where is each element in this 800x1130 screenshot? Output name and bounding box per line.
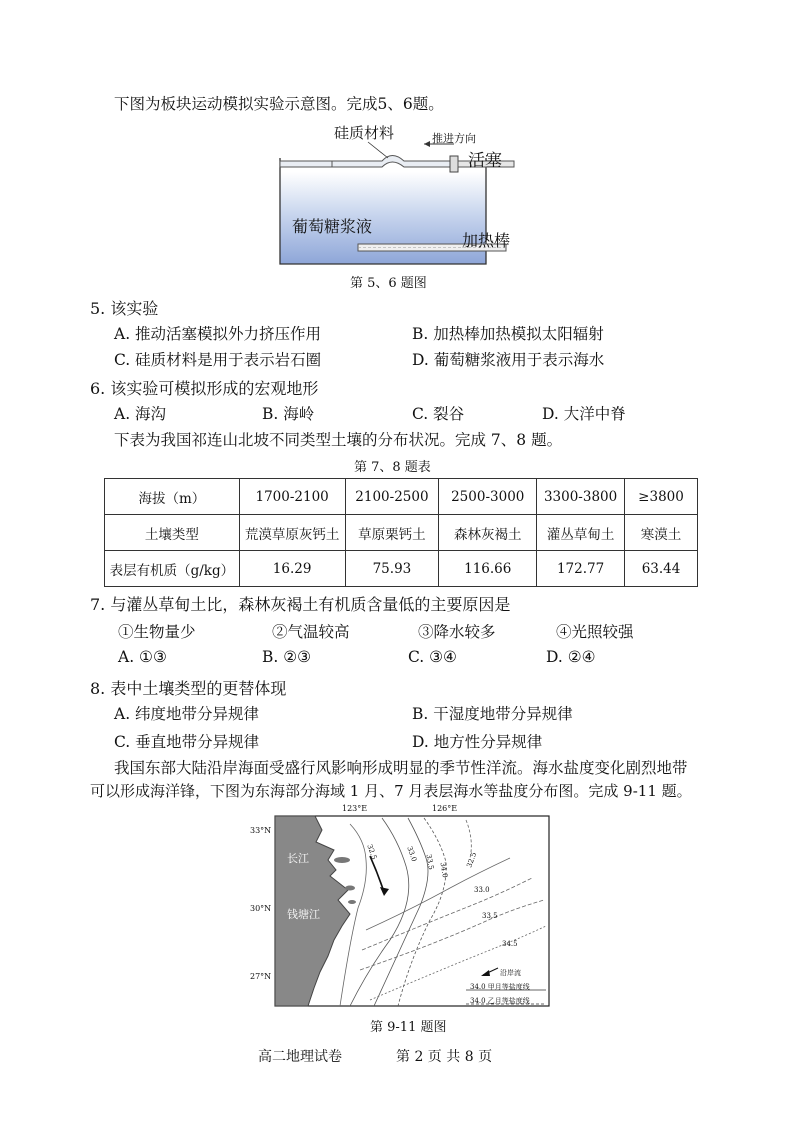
q6-option-d[interactable]: D. 大洋中脊 bbox=[542, 405, 626, 423]
legend-jul-label: 34.0 乙月等盐度线 bbox=[470, 997, 530, 1005]
silicon-fold bbox=[332, 156, 450, 168]
table-row bbox=[105, 515, 698, 551]
intro-7-8: 下表为我国祁连山北坡不同类型土壤的分布状况。完成 7、8 题。 bbox=[114, 431, 563, 449]
isoline-label: 33.5 bbox=[482, 912, 498, 920]
q6-stem: 6. 该实验可模拟形成的宏观地形 bbox=[90, 379, 319, 398]
isoline-label: 33.5 bbox=[424, 853, 436, 871]
label-direction: 推进方向 bbox=[432, 132, 476, 145]
q6-option-a[interactable]: A. 海沟 bbox=[114, 405, 167, 423]
label-silicon: 硅质材料 bbox=[334, 124, 395, 142]
lat-label-33: 33°N bbox=[250, 826, 272, 835]
soil-cell: 荒漠草原灰钙土 bbox=[239, 515, 345, 551]
q8-option-a[interactable]: A. 纬度地带分异规律 bbox=[114, 705, 260, 723]
q6-option-b[interactable]: B. 海岭 bbox=[262, 405, 315, 423]
q7-item-1: ①生物量少 bbox=[118, 623, 196, 641]
organic-cell: 172.77 bbox=[537, 551, 625, 587]
table-caption-7-8: 第 7、8 题表 bbox=[354, 460, 431, 475]
figure-caption-9-11: 第 9-11 题图 bbox=[370, 1020, 447, 1035]
q8-option-b[interactable]: B. 干湿度地带分异规律 bbox=[412, 705, 573, 723]
soil-table bbox=[104, 478, 698, 587]
legend-jan-label: 34.0 甲月等盐度线 bbox=[470, 983, 530, 991]
label-qiantang: 钱塘江 bbox=[287, 908, 320, 921]
isoline-label: 32.5 bbox=[365, 843, 379, 861]
q8-stem: 8. 表中土壤类型的更替体现 bbox=[90, 679, 287, 698]
table-row bbox=[105, 479, 698, 515]
q7-option-b[interactable]: B. ②③ bbox=[262, 648, 312, 666]
q7-option-c[interactable]: C. ③④ bbox=[408, 648, 457, 666]
isoline-label: 32.5 bbox=[465, 851, 479, 869]
intro-9-11-line2: 可以形成海洋锋，下图为东海部分海域 1 月、7 月表层海水等盐度分布图。完成 9-11 题。 bbox=[90, 782, 692, 800]
q5-option-c[interactable]: C. 硅质材料是用于表示岩石圈 bbox=[114, 351, 322, 369]
lon-label-123: 123°E bbox=[342, 804, 368, 813]
q8-option-d[interactable]: D. 地方性分异规律 bbox=[412, 733, 543, 751]
q5-option-b[interactable]: B. 加热棒加热模拟太阳辐射 bbox=[412, 325, 604, 343]
q7-stem: 7. 与灌丛草甸土比，森林灰褐土有机质含量低的主要原因是 bbox=[90, 595, 511, 614]
q8-option-c[interactable]: C. 垂直地带分异规律 bbox=[114, 733, 260, 751]
altitude-cell: 2100-2500 bbox=[345, 479, 439, 515]
lat-label-30: 30°N bbox=[250, 904, 272, 913]
isoline-label: 34.0 bbox=[438, 861, 450, 879]
altitude-cell: 3300-3800 bbox=[537, 479, 625, 515]
q7-option-a[interactable]: A. ①③ bbox=[118, 648, 167, 666]
isoline-label: 33.0 bbox=[474, 886, 490, 894]
altitude-cell: 1700-2100 bbox=[239, 479, 345, 515]
intro-9-11-line1: 我国东部大陆沿岸海面受盛行风影响形成明显的季节性洋流。海水盐度变化剧烈地带 bbox=[114, 759, 688, 777]
q7-item-3: ③降水较多 bbox=[418, 623, 496, 641]
isoline-label: 34.5 bbox=[502, 940, 518, 948]
q5-option-a[interactable]: A. 推动活塞模拟外力挤压作用 bbox=[114, 325, 322, 343]
label-heater: 加热棒 bbox=[462, 231, 511, 250]
soil-cell: 灌丛草甸土 bbox=[537, 515, 625, 551]
label-liquid: 葡萄糖浆液 bbox=[292, 217, 373, 236]
q7-item-2: ②气温较高 bbox=[272, 623, 350, 641]
label-piston: 活塞 bbox=[468, 151, 502, 171]
soil-cell: 草原栗钙土 bbox=[345, 515, 439, 551]
isoline-label: 33.0 bbox=[405, 845, 419, 863]
lon-label-126: 126°E bbox=[432, 804, 458, 813]
intro-5-6: 下图为板块运动模拟实验示意图。完成5、6题。 bbox=[114, 95, 444, 113]
organic-cell: 63.44 bbox=[625, 551, 698, 587]
silicon-left-slab bbox=[280, 161, 332, 167]
altitude-cell: ≥3800 bbox=[625, 479, 698, 515]
organic-cell: 116.66 bbox=[439, 551, 537, 587]
row-header-organic: 表层有机质（g/kg） bbox=[105, 551, 240, 587]
soil-cell: 寒漠土 bbox=[625, 515, 698, 551]
footer-subject: 高二地理试卷 bbox=[258, 1049, 342, 1065]
lat-label-27: 27°N bbox=[250, 972, 272, 981]
organic-cell: 16.29 bbox=[239, 551, 345, 587]
q6-option-c[interactable]: C. 裂谷 bbox=[412, 405, 465, 423]
label-changjiang: 长江 bbox=[287, 852, 309, 865]
q5-option-d[interactable]: D. 葡萄糖浆液用于表示海水 bbox=[412, 351, 605, 369]
footer-page-number: 第 2 页 共 8 页 bbox=[396, 1049, 493, 1065]
legend-current-label: 沿岸流 bbox=[500, 969, 521, 977]
organic-cell: 75.93 bbox=[345, 551, 439, 587]
table-row bbox=[105, 551, 698, 587]
figure-caption-5-6: 第 5、6 题图 bbox=[350, 276, 427, 291]
piston-head bbox=[450, 156, 458, 172]
row-header-soil: 土壤类型 bbox=[105, 515, 240, 551]
soil-cell: 森林灰褐土 bbox=[439, 515, 537, 551]
q7-option-d[interactable]: D. ②④ bbox=[546, 648, 596, 666]
q5-stem: 5. 该实验 bbox=[90, 299, 159, 318]
row-header-altitude: 海拔（m） bbox=[105, 479, 240, 515]
q7-item-4: ④光照较强 bbox=[556, 623, 634, 641]
altitude-cell: 2500-3000 bbox=[439, 479, 537, 515]
